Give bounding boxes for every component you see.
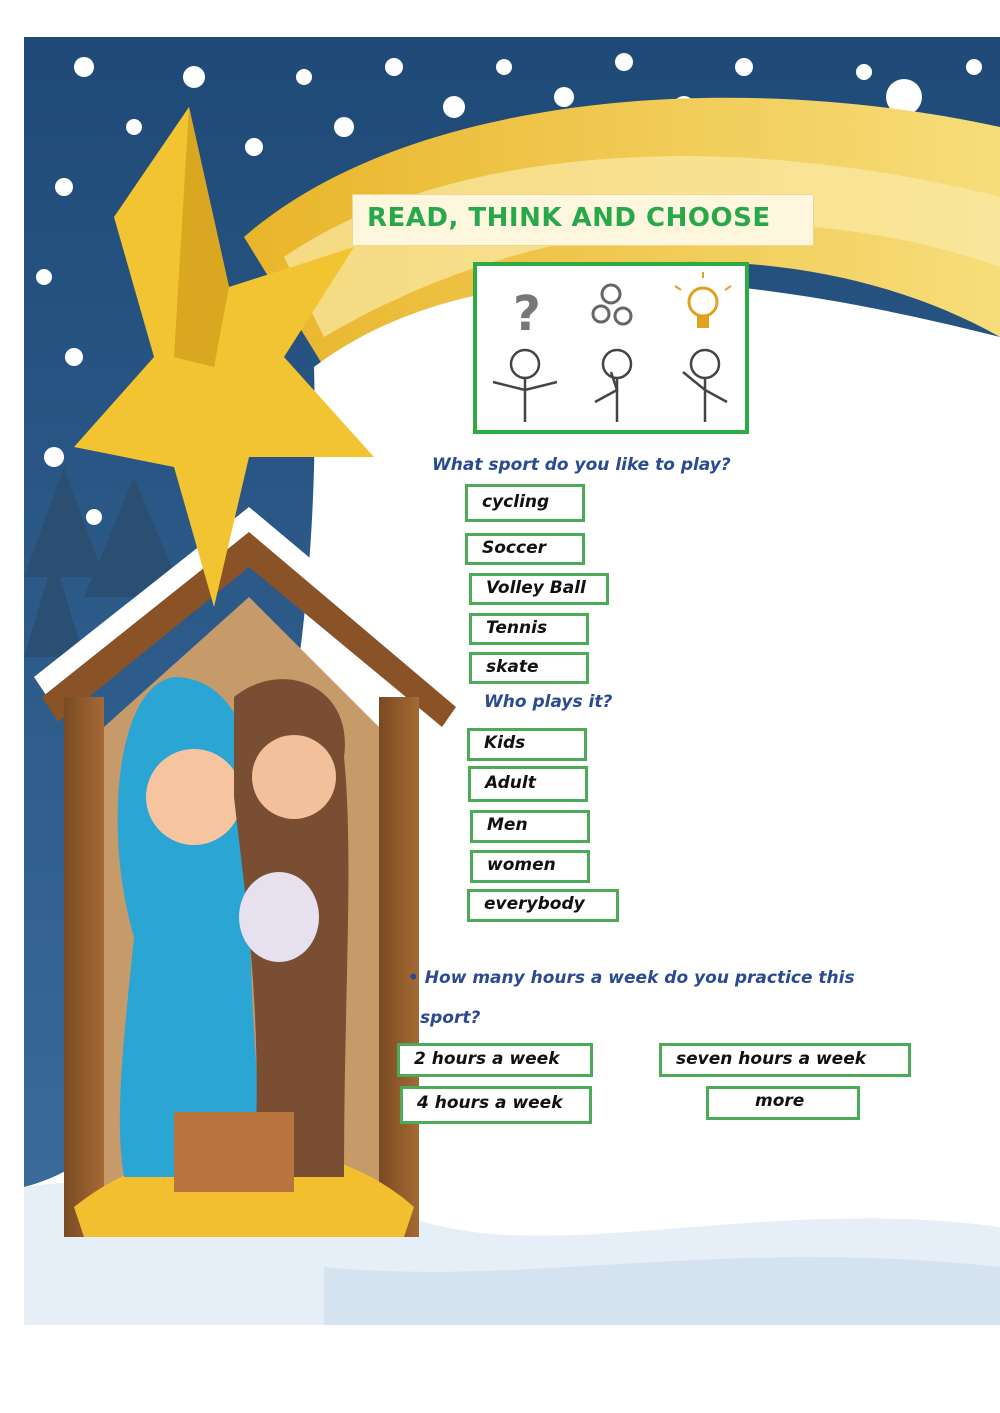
option-skate[interactable]: skate: [469, 652, 589, 684]
option-tennis[interactable]: Tennis: [469, 613, 589, 645]
page-title: READ, THINK AND CHOOSE: [367, 203, 771, 233]
option-everybody[interactable]: everybody: [467, 889, 619, 922]
mary-face: [146, 749, 242, 845]
question-sport: What sport do you like to play?: [432, 455, 731, 475]
option-soccer[interactable]: Soccer: [465, 533, 585, 565]
light-bulb-icon: [675, 272, 731, 328]
stick-figures: [493, 350, 727, 422]
question-hours-line1: How many hours a week do you practice this: [424, 968, 855, 988]
option-women[interactable]: women: [470, 850, 590, 883]
bullet-point: •: [408, 968, 419, 988]
option-men[interactable]: Men: [470, 810, 590, 843]
option-4-hours[interactable]: 4 hours a week: [400, 1086, 592, 1124]
question-hours-line2: sport?: [420, 1008, 481, 1028]
option-adult[interactable]: Adult: [468, 766, 588, 802]
question-who-plays: Who plays it?: [484, 692, 613, 712]
question-mark-icon: ?: [513, 286, 541, 342]
option-more[interactable]: more: [706, 1086, 860, 1120]
stable-left-post: [64, 697, 104, 1237]
worksheet: [24, 37, 1000, 1325]
read-think-choose-illustration: [473, 262, 749, 434]
baby: [239, 872, 319, 962]
joseph-face: [252, 735, 336, 819]
question-hours: [408, 968, 855, 988]
option-2-hours[interactable]: 2 hours a week: [397, 1043, 593, 1077]
manger: [174, 1112, 294, 1192]
title-banner: [352, 194, 814, 246]
stable-right-post: [379, 697, 419, 1237]
gears-icon: [593, 285, 631, 324]
option-cycling[interactable]: cycling: [465, 484, 585, 522]
option-volley-ball[interactable]: Volley Ball: [469, 573, 609, 605]
option-seven-hours[interactable]: seven hours a week: [659, 1043, 911, 1077]
option-kids[interactable]: Kids: [467, 728, 587, 761]
